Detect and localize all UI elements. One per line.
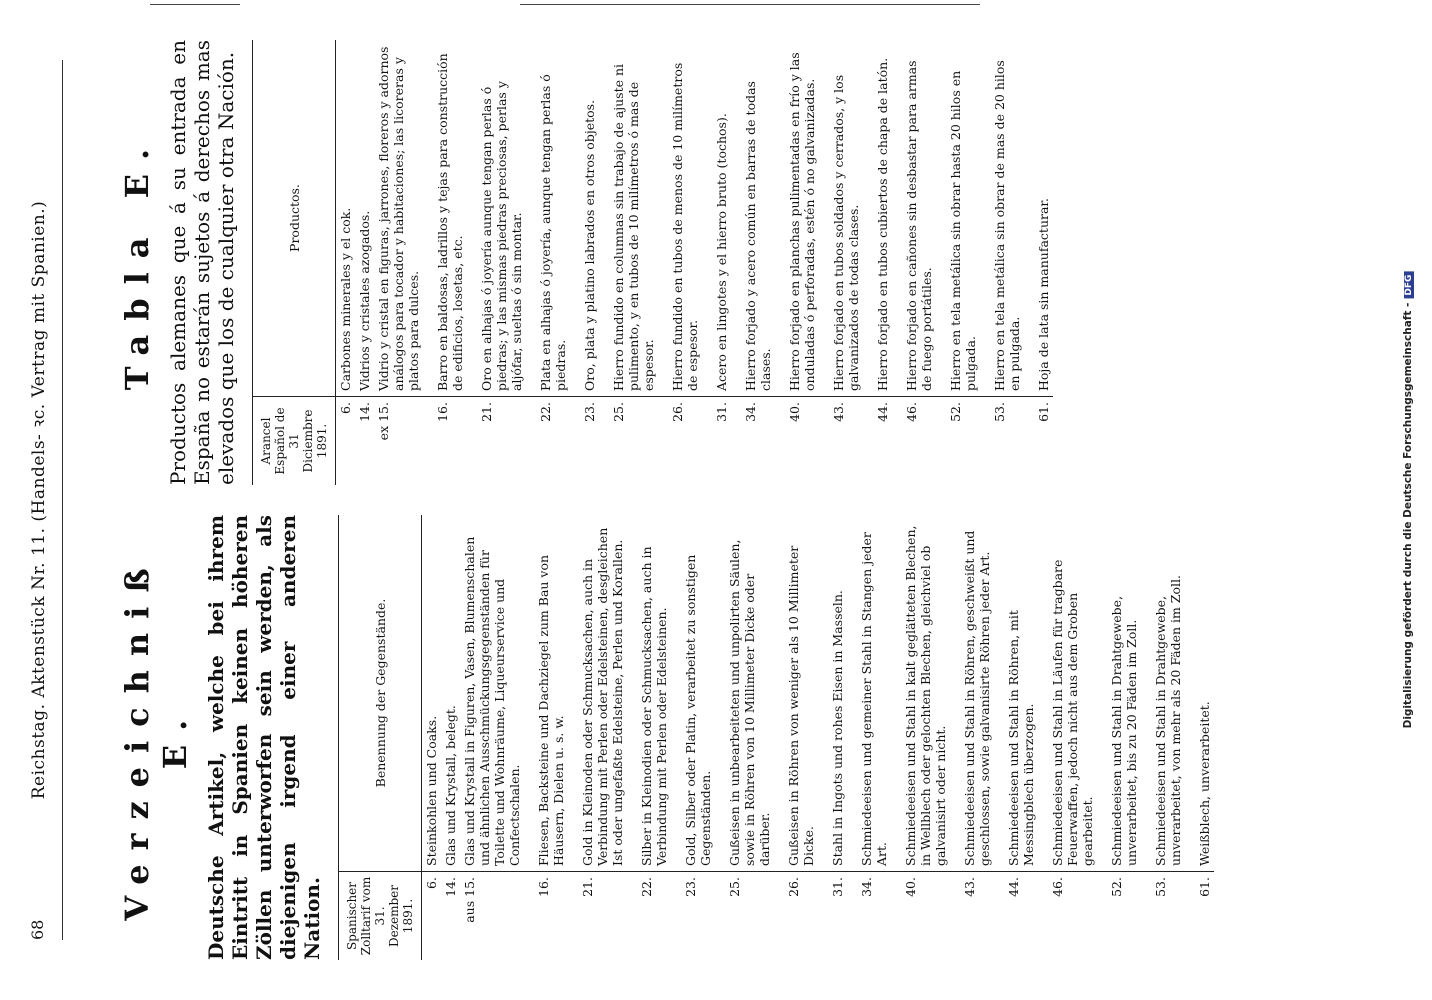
item-description: Schmiedeeisen und Stahl in Röhren, mit Messingblech überzogen. <box>1006 610 1036 866</box>
tariff-number: 14. <box>355 397 374 486</box>
item-description: Schmiedeeisen und Stahl in Drahtgewebe, unverarbeitet, von mehr als 20 Fäden im Zoll. <box>1153 574 1183 866</box>
german-heading: Verzeichniß E. <box>118 554 194 921</box>
tariff-number: 6. <box>422 872 442 961</box>
item-description: Schmiedeeisen und Stahl in Läufen für tragbare Feuerwaffen, jedoch nicht aus dem Groben gearbeitet. <box>1050 559 1095 866</box>
table-row <box>863 40 892 485</box>
item-description: Glas und Krystall in Figuren, Vasen, Blumenschalen und ähnlichen Ausschmückungsgegenständen für Toilette und Wohnräume, Liqueurservice und Confectschalen. <box>462 536 522 866</box>
table-row <box>671 515 715 960</box>
item-description: Gußeisen in Röhren von weniger als 10 Millimeter Dicke. <box>786 545 816 866</box>
tariff-number: 26. <box>658 397 702 486</box>
tariff-number: 44. <box>863 397 892 486</box>
item-description: Hoja de lata sin manufacturar. <box>1036 198 1051 391</box>
tariff-number: 22. <box>627 872 671 961</box>
item-description: Oro en alhajas ó joyería aunque tengan perlas ó piedras; y las mismas piedras preciosas, perlas y aljófar, sueltas ó sin montar. <box>479 81 524 391</box>
table-row <box>731 40 775 485</box>
item-description: Hierro forjado y acero común en barras de todas clases. <box>743 81 773 391</box>
tariff-number: 14. <box>441 872 460 961</box>
table-row <box>526 40 570 485</box>
item-description: Silber in Kleinodien oder Schmucksachen, auch in Verbindung mit Perlen oder Edelsteinen. <box>639 546 669 866</box>
table-row <box>847 515 891 960</box>
table-row <box>422 515 442 960</box>
spanish-column <box>100 40 1360 485</box>
tariff-number: 53. <box>1141 872 1185 961</box>
german-table-body <box>422 515 1215 960</box>
tariff-number: 21. <box>568 872 627 961</box>
tariff-number: ex 15. <box>374 397 423 486</box>
table-row <box>891 515 950 960</box>
tariff-number: 43. <box>819 397 863 486</box>
table-row <box>950 515 994 960</box>
tariff-number: 44. <box>994 872 1038 961</box>
item-description: Schmiedeeisen und Stahl in Röhren, geschweißt und geschlossen, sowie galvanisirte Röhren jeder Art. <box>962 530 992 866</box>
item-description: Vidrios y cristales azogados. <box>357 210 372 391</box>
header-rule <box>62 60 63 940</box>
spanish-col-header-num: Arancel Español de 31 Diciembre 1891. <box>253 397 336 486</box>
table-row <box>1038 515 1097 960</box>
table-row <box>1097 515 1141 960</box>
spanish-col-header-desc: Productos. <box>253 40 336 397</box>
table-row <box>524 515 568 960</box>
item-description: Schmiedeeisen und gemeiner Stahl in Stangen jeder Art. <box>859 532 889 866</box>
item-description: Glas und Krystall, belegt. <box>443 705 458 866</box>
german-column <box>100 515 1360 960</box>
tariff-number: 46. <box>1038 872 1097 961</box>
table-row <box>702 40 731 485</box>
german-table <box>338 515 1214 960</box>
tariff-number: 21. <box>467 397 526 486</box>
table-row <box>355 40 374 485</box>
tariff-number: 26. <box>774 872 818 961</box>
table-row <box>715 515 774 960</box>
table-row <box>374 40 423 485</box>
tariff-number: 31. <box>702 397 731 486</box>
page-header <box>0 0 80 1000</box>
table-row <box>568 515 627 960</box>
tariff-number: aus 15. <box>460 872 524 961</box>
spanish-heading: Tabla E. <box>118 134 156 391</box>
table-row <box>467 40 526 485</box>
german-col-header-num: Spanischer Zolltarif vom 31. Dezember 1891. <box>339 872 422 961</box>
table-row <box>994 515 1038 960</box>
item-description: Hierro forjado en cañones sin desbastar para armas de fuego portátiles. <box>904 60 934 391</box>
table-row <box>1141 515 1185 960</box>
table-row <box>1185 515 1214 960</box>
item-description: Hierro forjado en tubos soldados y cerrados, y los galvanizados de todas clases. <box>831 74 861 391</box>
table-row <box>460 515 524 960</box>
table-row <box>599 40 658 485</box>
spanish-table-body <box>336 40 1054 485</box>
scan-edge-line <box>520 4 980 5</box>
item-description: Stahl in Ingots und rohes Eisen in Masseln. <box>830 590 845 866</box>
table-row <box>423 40 467 485</box>
tariff-number: 52. <box>1097 872 1141 961</box>
item-description: Hierro forjado en tubos cubiertos de chapa de latón. <box>875 57 890 391</box>
tariff-number: 16. <box>423 397 467 486</box>
tariff-number: 23. <box>570 397 599 486</box>
table-row <box>775 40 819 485</box>
table-row <box>892 40 936 485</box>
tariff-number: 31. <box>818 872 847 961</box>
item-description: Carbones minerales y el cok. <box>338 207 353 391</box>
table-row <box>818 515 847 960</box>
tariff-number: 22. <box>526 397 570 486</box>
german-col-header-desc: Benennung der Gegenstände. <box>339 515 422 872</box>
item-description: Gold, Silber oder Platin, verarbeitet zu sonstigen Gegenständen. <box>683 554 713 866</box>
tariff-number: 40. <box>891 872 950 961</box>
table-row <box>936 40 980 485</box>
item-description: Gußeisen in unbearbeiteten und unpolirten Säulen, sowie in Röhren von 10 Millimeter Dicke oder darüber. <box>727 539 772 866</box>
table-row <box>570 40 599 485</box>
table-row <box>819 40 863 485</box>
tariff-number: 23. <box>671 872 715 961</box>
digitization-credit-text: Digitalisierung gefördert durch die Deutsche Forschungsgemeinschaft - <box>1402 302 1414 729</box>
tariff-number: 43. <box>950 872 994 961</box>
table-row <box>441 515 460 960</box>
tariff-number: 25. <box>715 872 774 961</box>
item-description: Gold in Kleinoden oder Schmucksachen, auch in Verbindung mit Perlen oder Edelsteinen, desgleichen Ist oder ungefaßte Edelsteine, Perlen und Korallen. <box>580 527 625 866</box>
tariff-number: 61. <box>1185 872 1214 961</box>
table-row <box>980 40 1024 485</box>
item-description: Vidrio y cristal en figuras, jarrones, floreros y adornos análogos para tocador y habitaciones; las licoreras y platos para dulces. <box>376 46 421 391</box>
tariff-number: 34. <box>847 872 891 961</box>
item-description: Oro, plata y platino labrados en otros objetos. <box>582 99 597 391</box>
tariff-number: 34. <box>731 397 775 486</box>
item-description: Steinkohlen und Coaks. <box>424 715 439 866</box>
table-row <box>658 40 702 485</box>
table-row <box>774 515 818 960</box>
item-description: Weißblech, unverarbeitet. <box>1197 701 1212 866</box>
tariff-number: 61. <box>1024 397 1053 486</box>
table-row <box>336 40 356 485</box>
tariff-number: 52. <box>936 397 980 486</box>
item-description: Fliesen, Backsteine und Dachziegel zum Bau von Häusern, Dielen u. s. w. <box>536 554 566 866</box>
table-row <box>627 515 671 960</box>
table-row <box>1024 40 1053 485</box>
running-title: Reichstag. Aktenstück Nr. 11. (Handels- ꝛc. Vertrag mit Spanien.) <box>29 200 49 800</box>
spanish-table <box>252 40 1053 485</box>
spanish-subheading: Productos alemanes que á su entrada en España no estarán sujetos á derechos mas elevados que los de cualquier otra Nación. <box>166 40 238 485</box>
item-description: Acero en lingotes y el hierro bruto (tochos). <box>714 113 729 391</box>
tariff-number: 25. <box>599 397 658 486</box>
tariff-number: 53. <box>980 397 1024 486</box>
german-subheading: Deutsche Artikel, welche bei ihrem Eintritt in Spanien keinen höheren Zöllen unterworfen sein werden, als diejenigen irgend einer anderen Nation. <box>204 515 324 960</box>
item-description: Hierro en tela metálica sin obrar hasta 20 hilos en pulgada. <box>948 70 978 391</box>
item-description: Hierro fundido en columnas sin trabajo de ajuste ni pulimento, y en tubos de 10 milímetros ó mas de espesor. <box>611 63 656 391</box>
tariff-number: 40. <box>775 397 819 486</box>
scan-edge-line <box>150 4 240 5</box>
item-description: Hierro fundido en tubos de menos de 10 milímetros de espesor. <box>670 62 700 391</box>
page-number: 68 <box>28 919 47 940</box>
tariff-number: 6. <box>336 397 356 486</box>
tariff-number: 16. <box>524 872 568 961</box>
item-description: Schmiedeeisen und Stahl in Drahtgewebe, unverarbeitet, bis zu 20 Fäden im Zoll. <box>1109 595 1139 866</box>
tariff-number: 46. <box>892 397 936 486</box>
item-description: Hierro forjado en planchas pulimentadas en frío y las onduladas ó perforadas, estén ó no galvanizadas. <box>787 52 817 391</box>
item-description: Hierro en tela metálica sin obrar de mas de 20 hilos en pulgada. <box>992 60 1022 391</box>
dfg-logo: DFG <box>1404 272 1414 299</box>
item-description: Plata en alhajas ó joyería, aunque tengan perlas ó piedras. <box>538 74 568 391</box>
item-description: Schmiedeeisen und Stahl in kalt geglätteten Blechen, in Wellblech oder gelochten Blechen, gleichviel ob galvanisirt oder nicht. <box>903 525 948 866</box>
item-description: Barro en baldosas, ladrillos y tejas para construcción de edificios, losetas, etc. <box>435 53 465 391</box>
digitization-credit <box>1402 272 1414 729</box>
